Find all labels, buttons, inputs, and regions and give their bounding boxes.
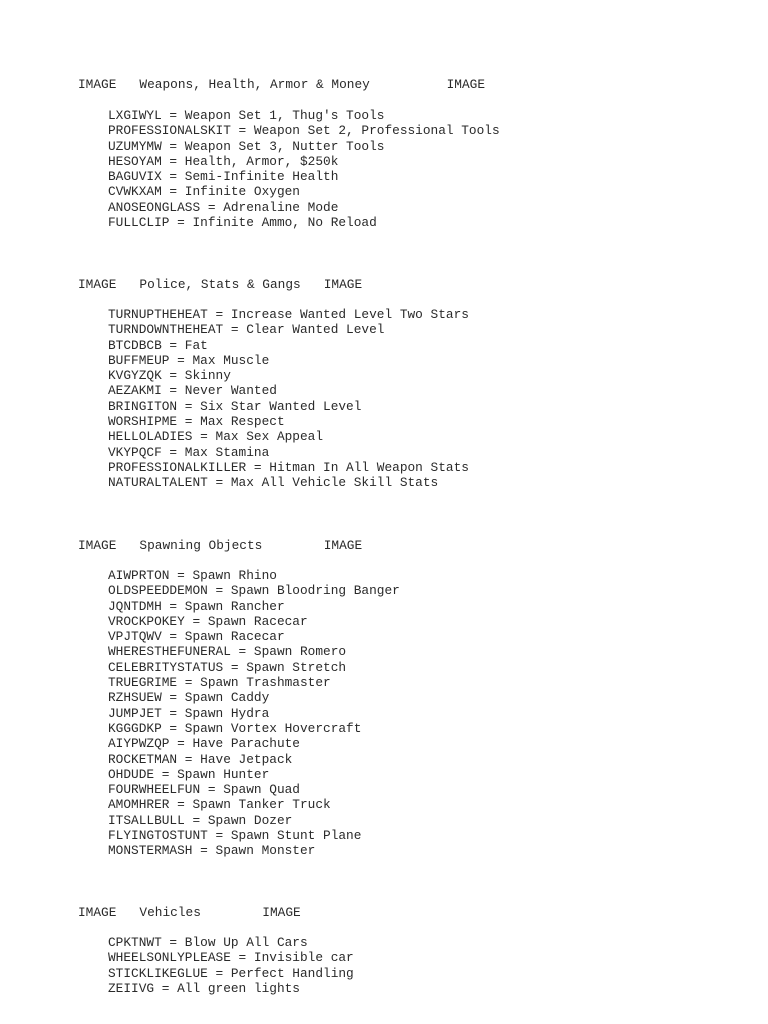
cheat-line: RZHSUEW = Spawn Caddy <box>108 690 270 706</box>
cheat-line: LXGIWYL = Weapon Set 1, Thug's Tools <box>108 108 385 123</box>
cheat-line: ANOSEONGLASS = Adrenaline Mode <box>108 199 339 215</box>
section-heading-weapons: IMAGE Weapons, Health, Armor & Money IMAGE <box>78 77 486 92</box>
cheat-line: FULLCLIP = Infinite Ammo, No Reload <box>108 215 377 231</box>
cheat-line: CVWKXAM = Infinite Oxygen <box>108 184 300 200</box>
cheat-line: WORSHIPME = Max Respect <box>108 414 285 430</box>
cheat-line: WHERESTHEFUNERAL = Spawn Romero <box>108 644 347 660</box>
cheat-line: TURNDOWNTHEHEAT = Clear Wanted Level <box>108 322 385 338</box>
cheat-line: KGGGDKP = Spawn Vortex Hovercraft <box>108 720 362 736</box>
cheat-line: PROFESSIONALKILLER = Hitman In All Weapon Stats <box>108 459 469 475</box>
cheat-line: HESOYAM = Health, Armor, $250k <box>108 153 339 169</box>
cheat-line: AEZAKMI = Never Wanted <box>108 383 277 399</box>
section-heading-spawning: IMAGE Spawning Objects IMAGE <box>78 538 363 553</box>
cheat-line: AIWPRTON = Spawn Rhino <box>108 568 277 583</box>
cheat-line: ZEIIVG = All green lights <box>108 980 300 996</box>
cheat-line: KVGYZQK = Skinny <box>108 368 231 384</box>
cheat-line: JQNTDMH = Spawn Rancher <box>108 598 285 614</box>
cheat-line: OLDSPEEDDEMON = Spawn Bloodring Banger <box>108 583 400 599</box>
cheat-list-police <box>108 307 469 491</box>
cheat-line: TRUEGRIME = Spawn Trashmaster <box>108 675 331 691</box>
cheat-line: VPJTQWV = Spawn Racecar <box>108 629 285 645</box>
cheat-line: BAGUVIX = Semi-Infinite Health <box>108 169 339 185</box>
cheat-line: JUMPJET = Spawn Hydra <box>108 705 270 721</box>
cheat-line: VKYPQCF = Max Stamina <box>108 444 270 460</box>
section-heading-police: IMAGE Police, Stats & Gangs IMAGE <box>78 277 363 292</box>
cheat-line: PROFESSIONALSKIT = Weapon Set 2, Professional Tools <box>108 123 500 139</box>
section-heading-vehicles: IMAGE Vehicles IMAGE <box>78 905 301 920</box>
cheat-line: VROCKPOKEY = Spawn Racecar <box>108 613 308 629</box>
cheat-line: BUFFMEUP = Max Muscle <box>108 352 270 368</box>
cheat-line: STICKLIKEGLUE = Perfect Handling <box>108 965 354 981</box>
cheat-line: FOURWHEELFUN = Spawn Quad <box>108 782 300 798</box>
cheat-line: FLYINGTOSTUNT = Spawn Stunt Plane <box>108 828 362 844</box>
cheat-list-spawning <box>108 568 400 859</box>
cheat-line: CELEBRITYSTATUS = Spawn Stretch <box>108 659 347 675</box>
cheat-line: AMOMHRER = Spawn Tanker Truck <box>108 797 331 813</box>
cheat-line: NATURALTALENT = Max All Vehicle Skill Stats <box>108 475 439 491</box>
cheat-line: CPKTNWT = Blow Up All Cars <box>108 935 308 950</box>
cheat-list-weapons <box>108 108 500 230</box>
cheat-line: OHDUDE = Spawn Hunter <box>108 766 270 782</box>
cheat-line: ITSALLBULL = Spawn Dozer <box>108 812 293 828</box>
cheat-line: UZUMYMW = Weapon Set 3, Nutter Tools <box>108 138 385 154</box>
cheat-list-vehicles <box>108 935 354 996</box>
cheat-line: TURNUPTHEHEAT = Increase Wanted Level Two Stars <box>108 307 469 322</box>
cheat-line: HELLOLADIES = Max Sex Appeal <box>108 429 324 445</box>
cheat-line: ROCKETMAN = Have Jetpack <box>108 751 293 767</box>
cheat-line: MONSTERMASH = Spawn Monster <box>108 843 316 859</box>
cheat-line: AIYPWZQP = Have Parachute <box>108 736 300 752</box>
cheat-line: BRINGITON = Six Star Wanted Level <box>108 398 362 414</box>
cheat-line: BTCDBCB = Fat <box>108 337 208 353</box>
cheat-line: WHEELSONLYPLEASE = Invisible car <box>108 950 354 966</box>
